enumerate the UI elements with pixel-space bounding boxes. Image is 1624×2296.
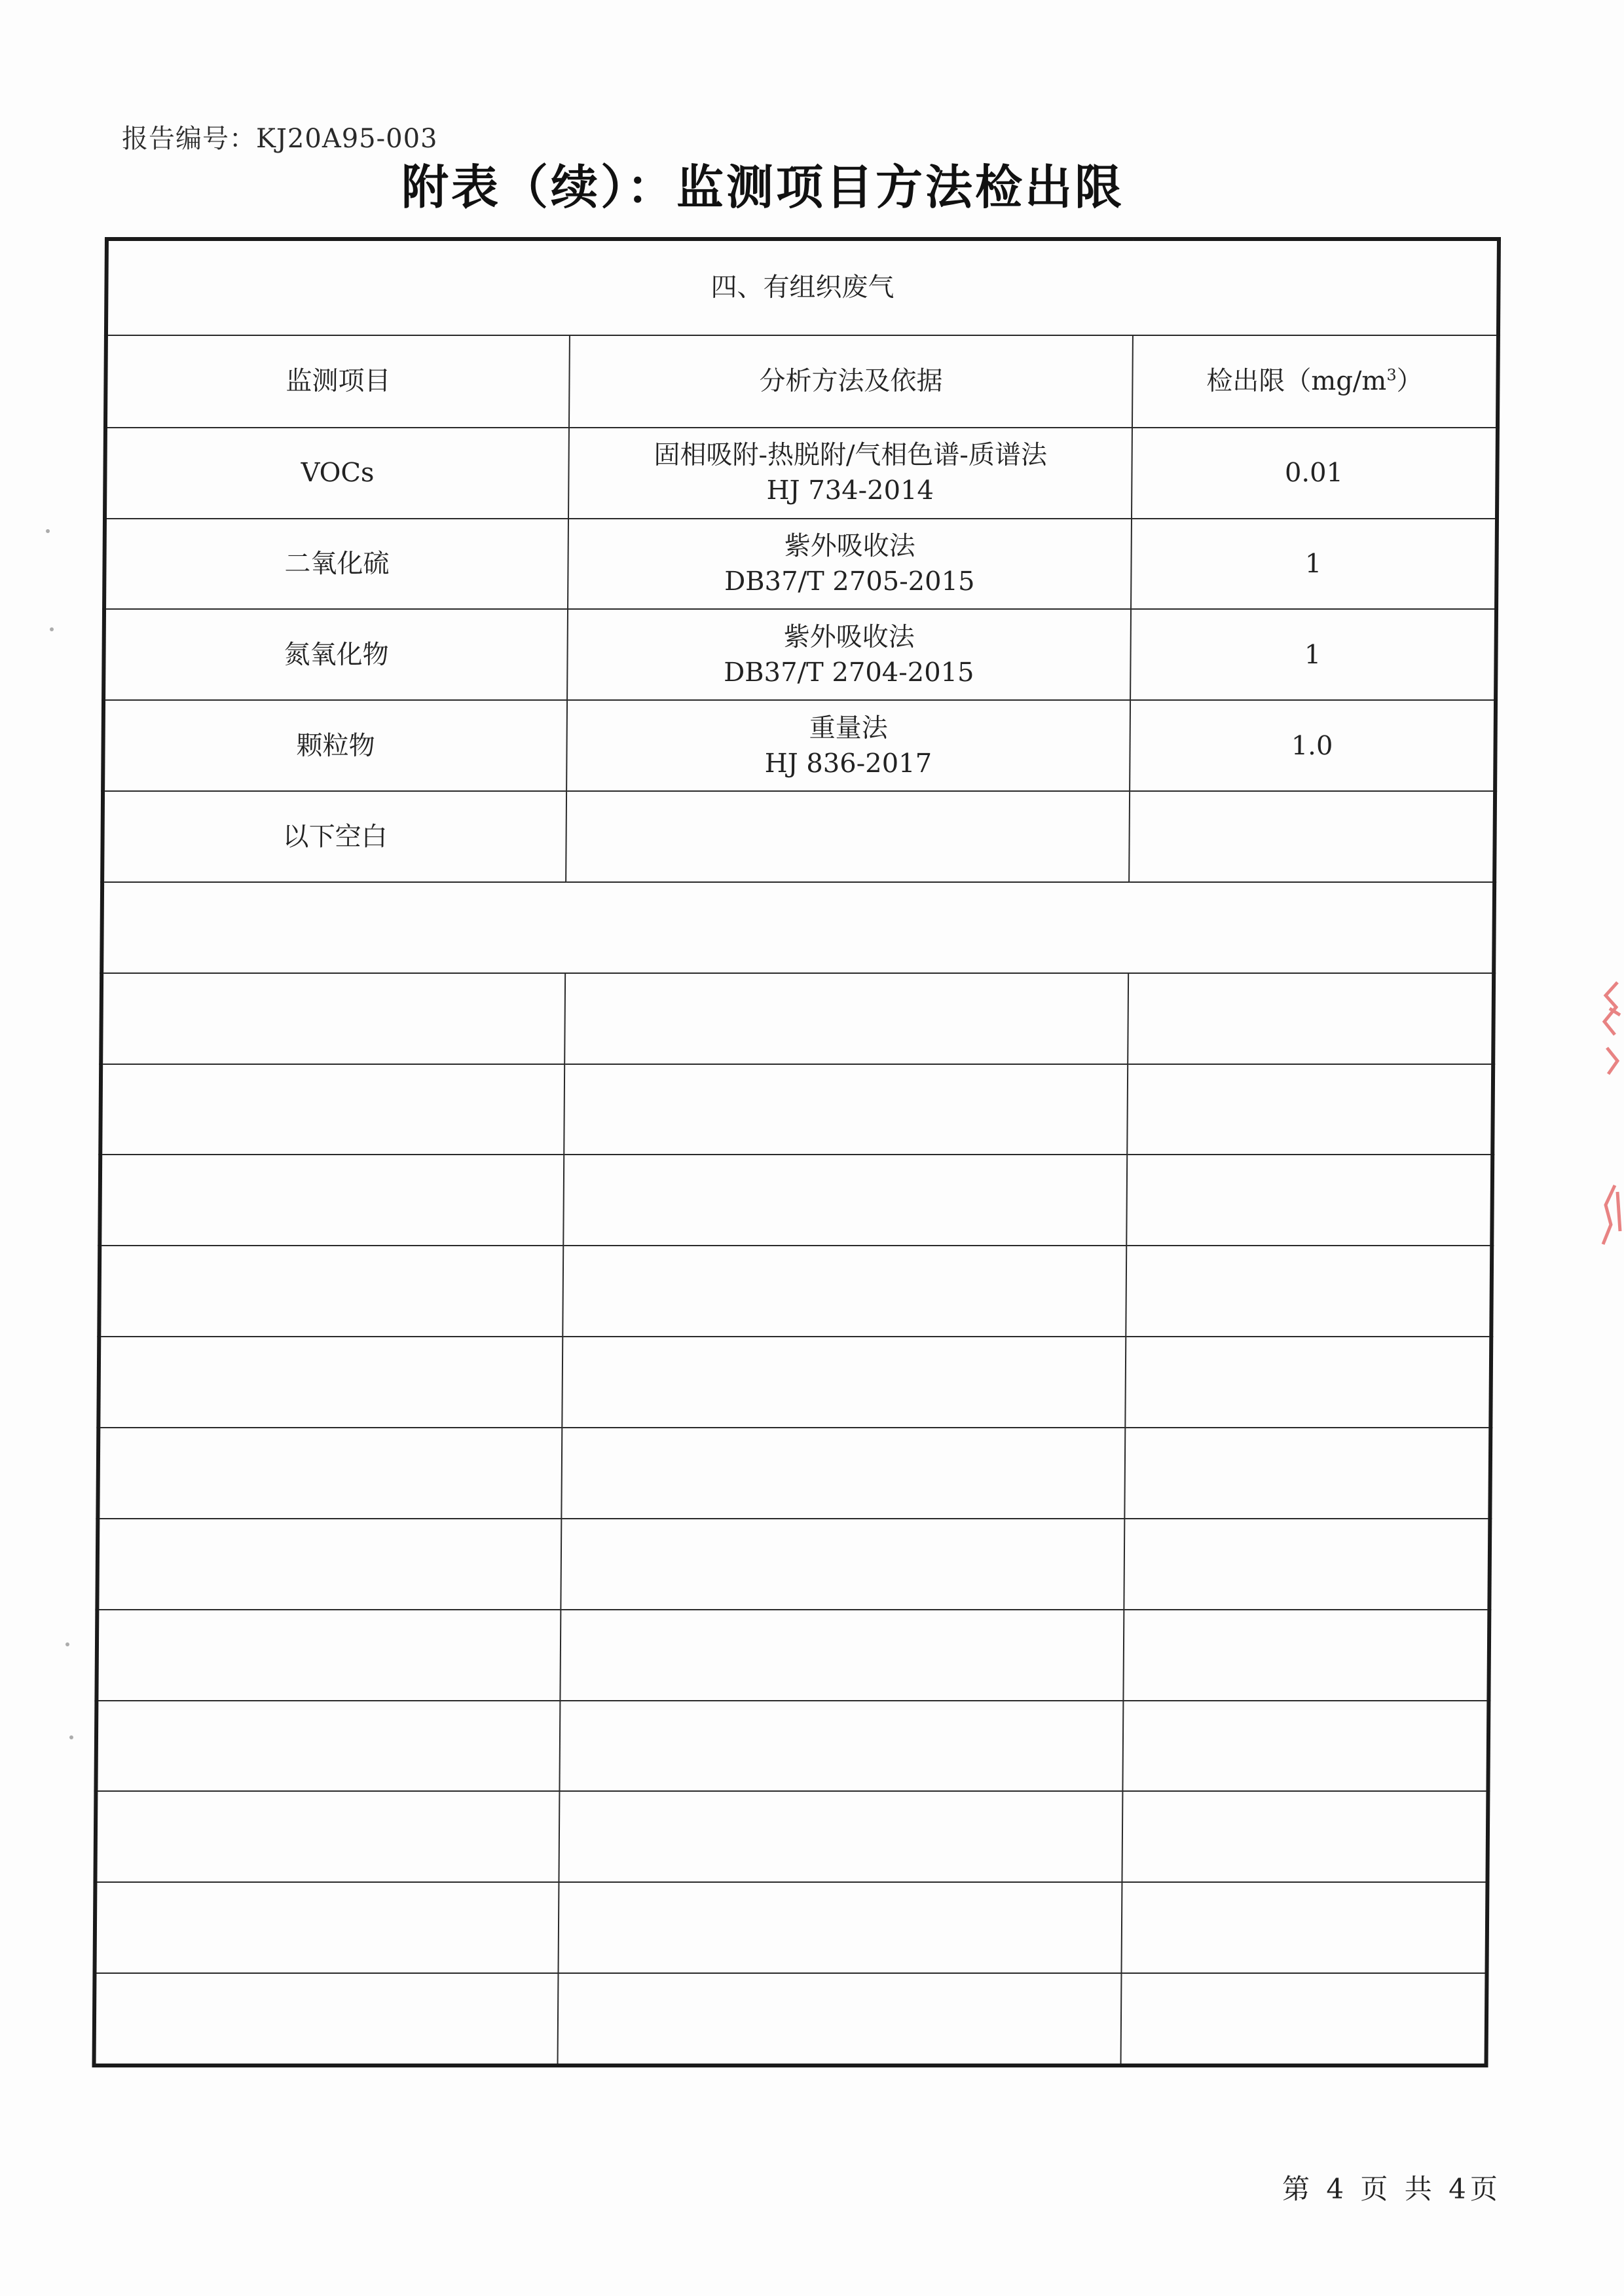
blank-cell	[559, 1701, 1123, 1792]
row-method	[568, 519, 1132, 610]
table-row	[103, 700, 1496, 791]
section-header-row	[106, 239, 1499, 335]
blank-cell	[559, 1791, 1122, 1882]
blank-row	[99, 1246, 1492, 1337]
blank-cell	[1123, 1610, 1489, 1701]
blank-row	[98, 1337, 1491, 1428]
method-standard: HJ 836-2017	[764, 748, 932, 779]
blank-row	[94, 1882, 1487, 1973]
blank-cell	[98, 1428, 562, 1519]
table-row	[102, 791, 1495, 882]
blank-cell	[100, 1064, 564, 1155]
blank-cell	[1126, 1246, 1492, 1337]
blank-row	[94, 1973, 1487, 2065]
blank-row	[100, 1155, 1492, 1246]
blank-row	[97, 1519, 1490, 1610]
blank-cell	[1127, 1064, 1493, 1155]
blank-cell	[560, 1610, 1124, 1701]
row-item: 以下空白	[102, 791, 566, 882]
blank-cell	[1124, 1519, 1490, 1610]
method-name: 固相吸附-热脱附/气相色谱-质谱法	[654, 440, 1048, 471]
blank-row	[95, 1791, 1488, 1882]
method-name: 紫外吸收法	[783, 621, 915, 652]
blank-row	[96, 1701, 1488, 1792]
row-limit: 1.0	[1130, 700, 1496, 791]
column-header-limit	[1132, 335, 1498, 428]
blank-cell	[1122, 1791, 1488, 1882]
blank-cell	[100, 1155, 564, 1246]
scan-speck	[65, 1642, 69, 1646]
table-row	[105, 428, 1498, 519]
blank-cell	[95, 1791, 559, 1882]
row-limit: 0.01	[1132, 428, 1498, 519]
page-number: 第 4 页 共 4页	[1282, 2173, 1502, 2205]
blank-cell	[558, 1973, 1122, 2065]
limit-header-suffix: ）	[1396, 366, 1423, 397]
method-name: 紫外吸收法	[784, 531, 915, 561]
row-item: 二氧化硫	[104, 519, 568, 610]
table-row	[103, 609, 1496, 700]
blank-cell	[561, 1428, 1125, 1519]
blank-cell	[1124, 1428, 1490, 1519]
row-item: 颗粒物	[103, 700, 567, 791]
limit-header-superscript: 3	[1386, 365, 1397, 384]
page-title: 附表（续）：监测项目方法检出限	[401, 160, 1124, 215]
seal-fragment-icon	[1598, 969, 1624, 1297]
blank-cell	[94, 1882, 559, 1973]
row-item: VOCs	[105, 428, 569, 519]
row-method	[567, 609, 1131, 700]
report-number-label: 报告编号：	[122, 124, 256, 154]
blank-cell	[563, 1246, 1126, 1337]
scan-speck	[50, 627, 54, 631]
blank-cell	[101, 973, 565, 1064]
scan-speck	[69, 1735, 73, 1739]
row-limit	[1129, 791, 1495, 882]
blank-cell	[97, 1519, 561, 1610]
blank-cell	[1126, 1155, 1492, 1246]
blank-cell	[1125, 1337, 1491, 1428]
blank-cell	[561, 1519, 1124, 1610]
blank-row	[96, 1610, 1489, 1701]
blank-cell	[96, 1610, 561, 1701]
blank-merged-row	[101, 882, 1494, 973]
blank-cell	[558, 1882, 1122, 1973]
row-limit: 1	[1130, 609, 1496, 700]
row-method	[566, 700, 1130, 791]
blank-cell	[98, 1337, 563, 1428]
blank-cell	[94, 1973, 559, 2065]
report-number-value: KJ20A95-003	[256, 124, 438, 154]
blank-cell	[1121, 1973, 1487, 2065]
column-header-item: 监测项目	[105, 335, 570, 428]
limit-header-prefix: 检出限（mg/m	[1206, 366, 1387, 397]
column-header-method: 分析方法及依据	[569, 335, 1133, 428]
blank-cell	[563, 1155, 1127, 1246]
row-limit: 1	[1131, 519, 1497, 610]
row-item: 氮氧化物	[103, 609, 568, 700]
blank-cell	[99, 1246, 563, 1337]
blank-row	[101, 973, 1494, 1064]
blank-cell	[101, 882, 1494, 973]
blank-cell	[1121, 1882, 1487, 1973]
seal-fragment-mark	[1598, 969, 1624, 1297]
detection-limit-table	[92, 237, 1501, 2067]
section-title: 四、有组织废气	[106, 239, 1499, 335]
column-header-row	[105, 335, 1498, 428]
row-method	[568, 428, 1132, 519]
detection-limit-table-wrapper	[92, 237, 1497, 2067]
method-standard: DB37/T 2704-2015	[724, 657, 974, 688]
blank-cell	[1128, 973, 1494, 1064]
blank-row	[100, 1064, 1493, 1155]
blank-cell	[564, 973, 1128, 1064]
blank-cell	[562, 1337, 1126, 1428]
blank-row	[98, 1428, 1490, 1519]
blank-cell	[96, 1701, 560, 1792]
scan-speck	[46, 529, 50, 533]
method-name: 重量法	[809, 713, 888, 743]
method-standard: HJ 734-2014	[766, 475, 934, 506]
table-row	[104, 519, 1497, 610]
row-method	[566, 791, 1130, 882]
method-standard: DB37/T 2705-2015	[724, 566, 975, 597]
blank-cell	[1122, 1701, 1488, 1792]
blank-cell	[564, 1064, 1128, 1155]
